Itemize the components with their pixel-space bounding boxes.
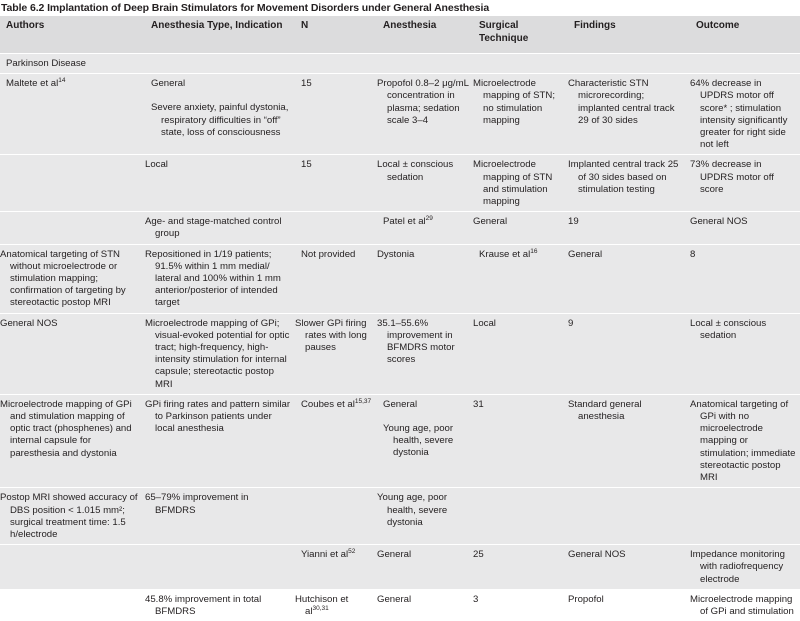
cell-anesthesia: Patel et $al^{29}$ xyxy=(377,212,473,244)
cell-outcome: Anatomical targeting of GPi with no microelectrode mapping or stimulation; immediate stereotactic postop MRI xyxy=(690,394,800,487)
section-row xyxy=(0,54,800,74)
cell-authors: Maltete et $al^{14}$ xyxy=(0,74,145,155)
cell-findings: General xyxy=(568,244,690,313)
section-label: Parkinson Disease xyxy=(0,54,800,74)
cell-outcome: Local ± conscious sedation xyxy=(690,313,800,394)
cell-n: Coubes et al$^{15,37}$ xyxy=(295,394,377,487)
citation: 14 xyxy=(58,77,66,85)
header-anesthesia-type: Anesthesia Type, Indication xyxy=(145,16,295,54)
cell-findings xyxy=(568,488,690,545)
cell-n: Yianni et $al^{52}$ xyxy=(295,545,377,590)
cell-anesthesia: Propofol 0.8–2 μg/mL concentration in plasma; sedation scale 3–4 xyxy=(377,74,473,155)
cell-anesthesia: 35.1–55.6% improvement in BFMDRS motor scores xyxy=(377,313,473,394)
cell-anesthesia-type: 65–79% improvement in BFMDRS xyxy=(145,488,295,545)
cell-surgical-technique: Microelectrode mapping of STN and stimulation mapping xyxy=(473,155,568,212)
cell-anesthesia: General xyxy=(377,589,473,621)
dbs-table xyxy=(0,16,800,621)
cell-findings: General NOS xyxy=(568,545,690,590)
header-findings: Findings xyxy=(568,16,690,54)
header-anesthesia: Anesthesia xyxy=(377,16,473,54)
cell-authors: Anatomical targeting of STN without microelectrode or stimulation mapping; confirmation of targeting by stereotactic postop MRI xyxy=(0,244,145,313)
table-row xyxy=(0,589,800,621)
header-n: N xyxy=(295,16,377,54)
table-row xyxy=(0,212,800,244)
cell-outcome: 73% decrease in UPDRS motor off score xyxy=(690,155,800,212)
cell-authors xyxy=(0,589,145,621)
table-container xyxy=(0,16,800,617)
cell-findings: Implanted central track 25 of 30 sides based on stimulation testing xyxy=(568,155,690,212)
header-outcome: Outcome xyxy=(690,16,800,54)
table-caption: Table 6.2 Implantation of Deep Brain Stimulators for Movement Disorders under General Anesthesia xyxy=(1,2,490,14)
cell-anesthesia: Young age, poor health, severe dystonia xyxy=(377,488,473,545)
table-row xyxy=(0,545,800,590)
cell-surgical-technique: Microelectrode mapping of STN; no stimulation mapping xyxy=(473,74,568,155)
cell-authors: General NOS xyxy=(0,313,145,394)
cell-n xyxy=(295,212,377,244)
cell-anesthesia-type: Age- and stage-matched control group xyxy=(145,212,295,244)
header-row xyxy=(0,16,800,54)
cell-surgical-technique: Local xyxy=(473,313,568,394)
cell-surgical-technique: 31 xyxy=(473,394,568,487)
cell-findings: Standard general anesthesia xyxy=(568,394,690,487)
table-row xyxy=(0,394,800,487)
cell-surgical-technique: Krause et $al^{16}$ xyxy=(473,244,568,313)
header-surgical-technique: Surgical Technique xyxy=(473,16,568,54)
citation: 15,37 xyxy=(354,397,372,405)
cell-findings: 19 xyxy=(568,212,690,244)
cell-anesthesia-type: GPi firing rates and pattern similar to Parkinson patients under local anesthesia xyxy=(145,394,295,487)
cell-surgical-technique: General xyxy=(473,212,568,244)
cell-surgical-technique: 25 xyxy=(473,545,568,590)
cell-n: Not provided xyxy=(295,244,377,313)
table-row xyxy=(0,488,800,545)
cell-findings: Propofol xyxy=(568,589,690,621)
cell-anesthesia-type: 45.8% improvement in total BFMDRS xyxy=(145,589,295,621)
citation: 30,31 xyxy=(312,604,329,612)
cell-authors: Microelectrode mapping of GPi and stimulation mapping of optic tract (phosphenes) and internal capsule for paresthesia and dystonia xyxy=(0,394,145,487)
cell-authors: Postop MRI showed accuracy of DBS position < 1.015 mm²; surgical treatment time: 1.5 h/electrode xyxy=(0,488,145,545)
cell-outcome xyxy=(690,488,800,545)
cell-authors xyxy=(0,155,145,212)
cell-findings: Characteristic STN microrecording; implanted central track 29 of 30 sides xyxy=(568,74,690,155)
cell-outcome: 8 xyxy=(690,244,800,313)
cell-n: Slower GPi firing rates with long pauses xyxy=(295,313,377,394)
cell-n: 15 xyxy=(295,155,377,212)
cell-anesthesia: Local ± conscious sedation xyxy=(377,155,473,212)
cell-n: Hutchison et al$^{30,31}$ xyxy=(295,589,377,621)
cell-n: 15 xyxy=(295,74,377,155)
cell-surgical-technique: 3 xyxy=(473,589,568,621)
table-row xyxy=(0,244,800,313)
table-row xyxy=(0,313,800,394)
cell-anesthesia-type xyxy=(145,545,295,590)
citation: 29 xyxy=(425,215,433,223)
cell-anesthesia: General xyxy=(377,545,473,590)
cell-n xyxy=(295,488,377,545)
cell-findings: 9 xyxy=(568,313,690,394)
cell-outcome: Microelectrode mapping of GPi and stimulation xyxy=(690,589,800,621)
cell-surgical-technique xyxy=(473,488,568,545)
table-row xyxy=(0,74,800,155)
table-row xyxy=(0,155,800,212)
citation: 52 xyxy=(348,547,356,555)
cell-anesthesia-type: General Severe anxiety, painful dystonia, respiratory difficulties in “off” state, loss of consciousness xyxy=(145,74,295,155)
cell-anesthesia: Dystonia xyxy=(377,244,473,313)
header-authors: Authors xyxy=(0,16,145,54)
citation: 16 xyxy=(530,247,538,255)
cell-anesthesia-type: Repositioned in 1/19 patients; 91.5% within 1 mm medial/ lateral and 100% within 1 mm anterior/posterior of intended target xyxy=(145,244,295,313)
cell-anesthesia-type: Microelectrode mapping of GPi; visual-evoked potential for optic tract; high-frequency, high-intensity stimulation for internal capsule; stereotactic postop MRI xyxy=(145,313,295,394)
cell-authors xyxy=(0,545,145,590)
cell-outcome: 64% decrease in UPDRS motor off score* ; stimulation intensity significantly greater for right side not left xyxy=(690,74,800,155)
cell-outcome: Impedance monitoring with radiofrequency electrode xyxy=(690,545,800,590)
cell-anesthesia-type: Local xyxy=(145,155,295,212)
cell-authors xyxy=(0,212,145,244)
cell-outcome: General NOS xyxy=(690,212,800,244)
cell-anesthesia: General Young age, poor health, severe dystonia xyxy=(377,394,473,487)
